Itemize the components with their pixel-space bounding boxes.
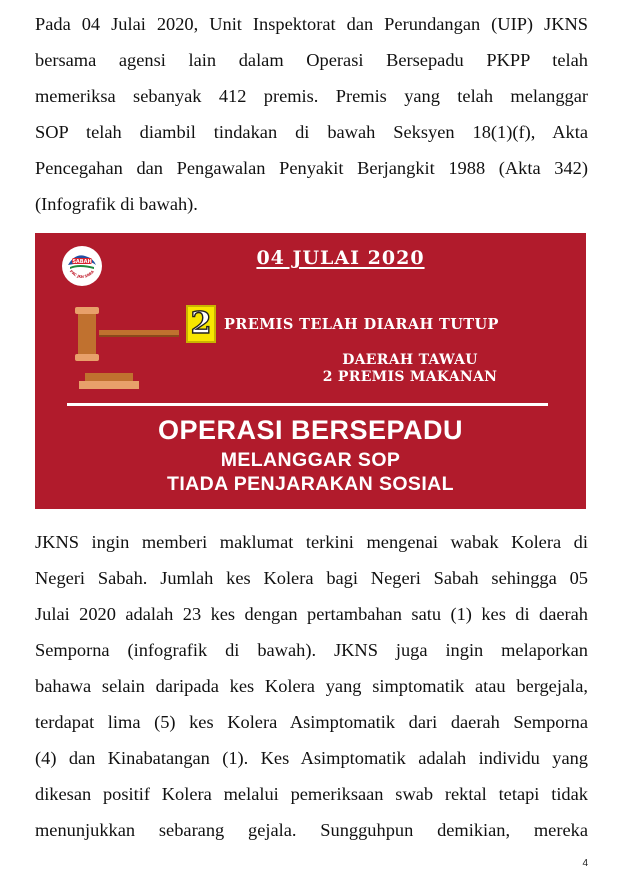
text-line: JKNS ingin memberi maklumat terkini mengenai wabak Kolera di — [35, 532, 588, 552]
infographic-banner — [35, 233, 586, 509]
infographic-date: 04 JULAI 2020 — [256, 247, 425, 269]
logo-text-top: SABAH — [72, 259, 92, 265]
divider — [67, 403, 548, 406]
text-line: bersama agensi lain dalam Operasi Bersepadu PKPP telah — [35, 50, 588, 70]
text-line: bahawa selain daripada kes Kolera yang simptomatik atau bergejala, — [35, 676, 588, 696]
district-line: DAERAH TAWAU — [342, 352, 478, 368]
operation-line-distancing: TIADA PENJARAKAN SOSIAL — [167, 473, 454, 495]
text-line: Julai 2020 adalah 23 kes dengan pertambahan satu (1) kes di daerah — [35, 604, 588, 624]
gavel-icon — [75, 305, 187, 390]
paragraph-uip-operation — [35, 6, 588, 222]
operation-line-violation: MELANGGAR SOP — [220, 449, 401, 471]
text-line: Pencegahan dan Pengawalan Penyakit Berjangkit 1988 (Akta 342) — [35, 158, 588, 178]
text-line: SOP telah diambil tindakan di bawah Seksyen 18(1)(f), Akta — [35, 122, 588, 142]
closed-label: PREMIS TELAH DIARAH TUTUP — [224, 316, 499, 333]
page-number: 4 — [582, 858, 588, 869]
premises-line: 2 PREMIS MAKANAN — [322, 369, 498, 385]
text-line: memeriksa sebanyak 412 premis. Premis yang telah melanggar — [35, 86, 588, 106]
closed-count: 2 — [186, 305, 216, 343]
text-line: terdapat lima (5) kes Kolera Asimptomatik dari daerah Semporna — [35, 712, 588, 732]
text-line: Semporna (infografik di bawah). JKNS juga ingin melaporkan — [35, 640, 588, 660]
text-line: menunjukkan sebarang gejala. Sungguhpun demikian, mereka — [35, 820, 588, 840]
operation-title: OPERASI BERSEPADU — [157, 415, 464, 445]
text-line: Negeri Sabah. Jumlah kes Kolera bagi Negeri Sabah sehingga 05 — [35, 568, 588, 588]
logo-text-bottom: PRC JKN SABA — [68, 269, 95, 280]
text-line: dikesan positif Kolera melalui pemeriksaan swab rektal tetapi tidak — [35, 784, 588, 804]
text-line: Pada 04 Julai 2020, Unit Inspektorat dan Perundangan (UIP) JKNS — [35, 14, 588, 34]
text-line: (4) dan Kinabatangan (1). Kes Asimptomatik adalah individu yang — [35, 748, 588, 768]
paragraph-cholera-update — [35, 524, 588, 848]
district-info — [285, 352, 535, 386]
text-line: (Infografik di bawah). — [35, 194, 198, 214]
